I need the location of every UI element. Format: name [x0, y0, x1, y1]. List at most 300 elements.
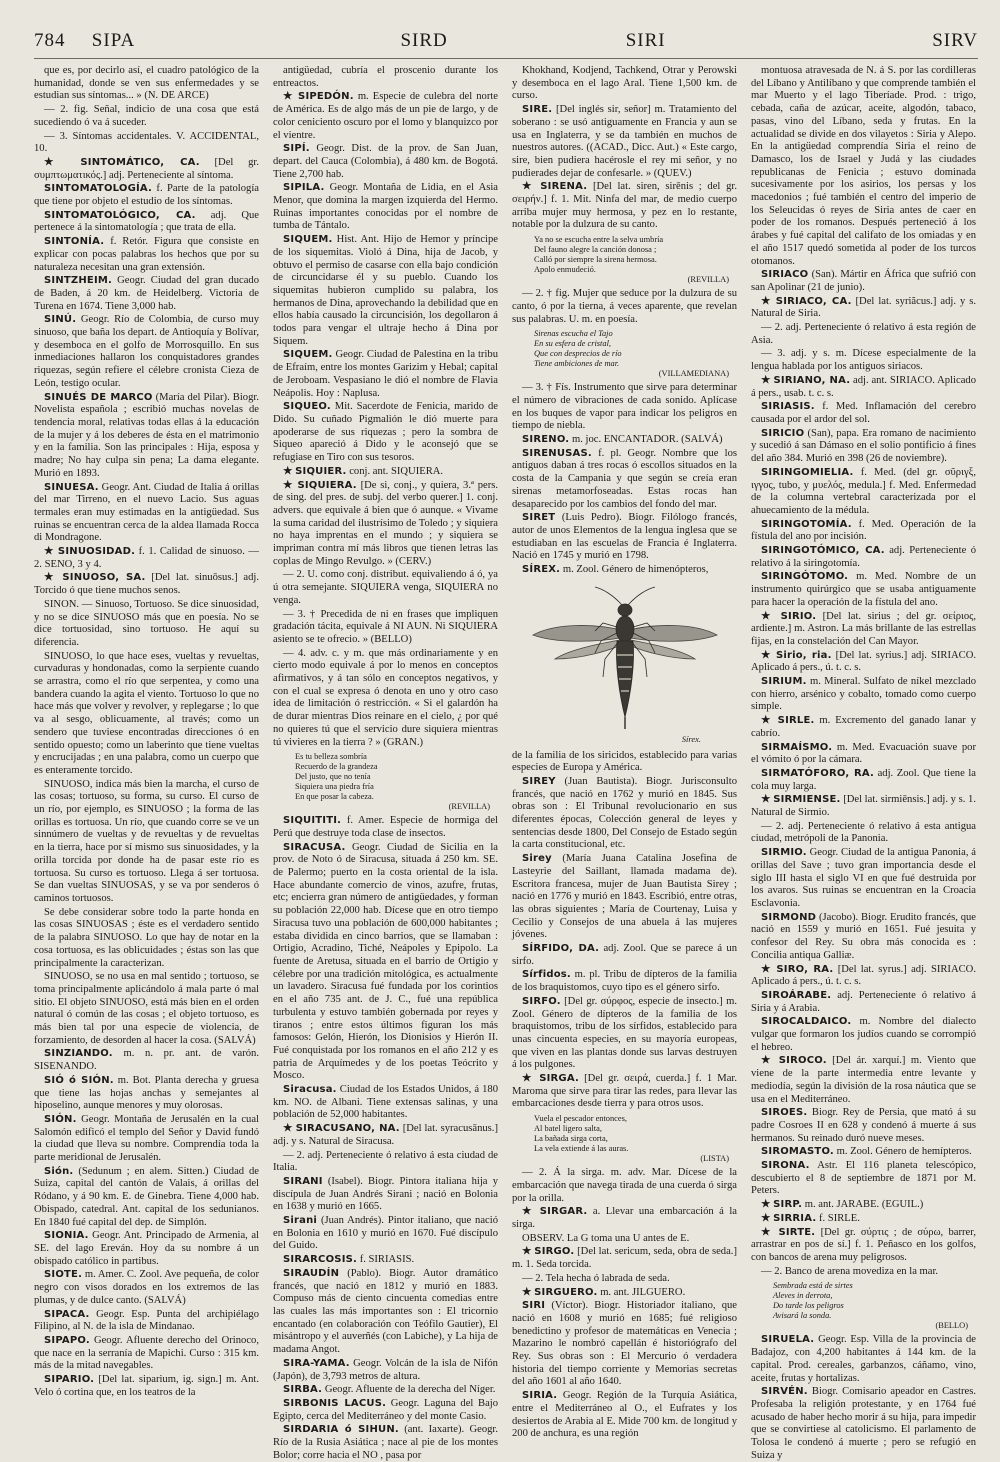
- headword: SINTOMATOLÓGICO, CA.: [44, 209, 196, 221]
- dictionary-entry: [34, 546, 259, 571]
- dictionary-entry: [273, 349, 498, 400]
- headword: SINÚ.: [44, 314, 77, 326]
- headword: SIPAPO.: [44, 1334, 90, 1346]
- headword: SIÓN.: [44, 1113, 77, 1125]
- verse-line: Del fauno alegre la canción donosa ;: [534, 245, 657, 255]
- page-number: 784: [34, 30, 66, 51]
- headword: Sirey: [522, 853, 552, 865]
- verse-quote: [773, 1281, 976, 1331]
- headword: SIRMIENSE.: [773, 794, 841, 806]
- dictionary-entry: [34, 1230, 259, 1268]
- dictionary-entry: [273, 1424, 498, 1462]
- star-icon: ★: [522, 1073, 540, 1085]
- entry-text: [34, 131, 259, 156]
- figure-caption: Sírex.: [681, 733, 701, 744]
- entry-text: [273, 648, 498, 750]
- star-icon: ★: [283, 479, 298, 491]
- dictionary-entry: [751, 1107, 976, 1145]
- entry-body: (Jacobo). Biogr. Erudito francés, que nació en 1559 y murió en 1651. Fué jesuita y confesor del Rey. Su obra más conocida es : Concilia antiqua Galliæ.: [751, 911, 976, 961]
- entry-body: [Del lat. sericum, seda, obra de seda.] m. 1. Seda torcida.: [512, 1246, 737, 1271]
- entry-body: (Pablo). Biogr. Autor dramático francés, que nació en 1812 y murió en 1883. Compuso más de ciento cincuenta comedias entre las cuales las más importantes son : El tricornio encantado (en colaboración con Teófilo Gautier), El misántropo y el auverñés (con Labiche), y La hija de madama Angot.: [273, 1267, 498, 1356]
- dictionary-entry: [34, 236, 259, 274]
- entry-body: Geogr. Región de la Turquía Asiática, entre el Mediterráneo al O., el Eufrates y los desiertos de Arabia al E. Mide 700 km. de longitud y 200 de anchura, es una región: [512, 1390, 737, 1440]
- column-4: [751, 65, 977, 1461]
- entry-body: antigüedad, cubría el proscenio durante los entreactos.: [273, 65, 498, 89]
- dictionary-entry: [273, 1176, 498, 1214]
- dictionary-entry: [512, 943, 737, 968]
- entry-body: Se debe considerar sobre todo la parte honda en las cosas SINUOSAS ; éste es el verdadero sentido de la palabra SINUOSO. Lo que hay de notar en la cosa tortuosa, es las oblicuidades ; éstas son las que principalmente la caracterizan.: [34, 906, 259, 969]
- star-icon: ★: [283, 1123, 296, 1135]
- entry-body: Geogr. Esp. Villa de la provincia de Badajoz, con 4,200 habitantes á 144 km. de la capital. Prod. cereales, garbanzos, cáñamo, vino, aceite, frutas y hortalizas.: [751, 1334, 976, 1384]
- entry-body: [Del gr. συμπτωματικός.] adj. Perteneciente al síntoma.: [34, 156, 259, 181]
- dictionary-entry: [273, 1268, 498, 1357]
- verse-line: Ya no se escucha entre la selva umbría: [534, 235, 664, 245]
- headword: SINTOMÁTICO, CA.: [80, 156, 200, 168]
- entry-body: m. pl. Tribu de dípteros de la familia de los braquistomos, cuyo tipo es el género sirfo.: [512, 969, 737, 994]
- headword: SIRIA.: [522, 1390, 558, 1402]
- entry-body: m. Especie de culebra del norte de América. Es de algo más de un pie de largo, y de color ceniciento oscuro por el lomo y blanquizco por el vientre.: [273, 91, 498, 141]
- headword: SIRVÉN.: [761, 1386, 808, 1398]
- entry-body: f. Retór. Figura que consiste en explicar con pocas palabras los hechos que por su naturaleza necesitan una gran extensión.: [34, 236, 259, 273]
- verse-quote: [295, 752, 498, 812]
- entry-body: Geogr. Esp. Punta del archipiélago Filipino, al N. de la isla de Mindanao.: [34, 1308, 259, 1333]
- entry-text: [34, 907, 259, 971]
- headword: SIRENUSAS.: [522, 447, 592, 459]
- headword: SIPEDÓN.: [298, 91, 354, 103]
- headword: SIRARCOSIS.: [283, 1254, 358, 1266]
- dictionary-entry: [751, 847, 976, 911]
- headword: SIRBONIS LACUS.: [283, 1397, 387, 1409]
- headword: SIRA-YAMA.: [283, 1357, 350, 1369]
- entry-text: [512, 65, 737, 103]
- headword: SIRGO.: [534, 1246, 575, 1258]
- verse-line: Apolo enmudeció.: [534, 265, 596, 275]
- entry-text: [34, 651, 259, 778]
- dictionary-entry: [34, 1048, 259, 1073]
- dictionary-entry: [273, 815, 498, 840]
- entry-body: m. Med. Evacuación suave por el vómito ó por la cámara.: [751, 741, 976, 766]
- headword: SIRIACO: [761, 269, 809, 281]
- entry-text: [512, 288, 737, 326]
- entry-body: — 4. adv. c. y m. que más ordinariamente y en cierto modo equivale á por lo menos en conceptos afirmativos, y á tan sólo en conceptos negativos, y con el cual se expresa ó denota en uno y otro caso idea de limitación ó restricción. « Si el galardón ha de durar mientras Dios reinare en el cielo, ¿ por qué no quieres tú que el servicio dure siquiera mientras tú vivieres en la tierra ? » (GRAN.): [273, 647, 498, 748]
- verse-source: (REVILLA): [448, 802, 490, 812]
- headword: SIRIANO, NA.: [773, 374, 851, 386]
- dictionary-entry: [512, 996, 737, 1072]
- headword: SIPARIO.: [44, 1374, 95, 1386]
- dictionary-entry: [273, 143, 498, 181]
- dictionary-entry: [34, 1114, 259, 1165]
- entry-body: (Juan Bautista). Biogr. Jurisconsulto francés, que nació en 1762 y murió en 1845. Sus obras son : El Tribunal revolucionario en sus diferentes épocas, Colección general de leyes y sentencias desde 1800, Del Consejo de Estado según la carta constitucional, etc.: [512, 775, 737, 851]
- headword: SIRENO.: [522, 434, 570, 446]
- verse-line: Aleves in derrota,: [773, 1291, 833, 1301]
- star-icon: ★: [761, 963, 777, 975]
- headword: SIROES.: [761, 1107, 808, 1119]
- headword: SIÓ ó SIÓN.: [44, 1074, 114, 1086]
- entry-text: [751, 821, 976, 846]
- headword: Sirani: [283, 1215, 318, 1227]
- star-icon: ★: [761, 1199, 774, 1211]
- dictionary-entry: [273, 1254, 498, 1267]
- headword: SIROCO.: [778, 1055, 827, 1067]
- headword: SINTZHEIM.: [44, 275, 113, 287]
- headword: SIRIASIS.: [761, 401, 815, 413]
- dictionary-entry: [273, 182, 498, 233]
- entry-body: — 2. Á la sirga. m. adv. Mar. Dícese de la embarcación que navega tirada de una cuerda ó sirga por la orilla.: [512, 1167, 737, 1204]
- headword: Sirio, ria.: [775, 649, 832, 661]
- headword: SINZIANDO.: [44, 1048, 113, 1060]
- entry-body: [Del lat. siparium, ig. sign.] m. Ant. Velo ó cortina que, en los teatros de la: [34, 1374, 259, 1398]
- star-icon: ★: [44, 546, 58, 558]
- dictionary-entry: [512, 776, 737, 852]
- dictionary-entry: [512, 1390, 737, 1441]
- entry-body: — 2. Tela hecha ó labrada de seda.: [522, 1272, 670, 1284]
- dictionary-entry: [751, 545, 976, 570]
- entry-text: [751, 322, 976, 347]
- entry-body: [Del lat. syrus.] adj. SIRIACO. Aplicado á pers., ú. t. c. s.: [751, 963, 976, 988]
- entry-body: adj. Perteneciente ó relativo á la siringotomía.: [751, 545, 976, 569]
- dictionary-entry: [751, 1213, 976, 1226]
- entry-body: Khokhand, Kodjend, Tachkend, Otrar y Perowski y desemboca en el lago Aral. Tiene 1,500 km. de curso.: [512, 65, 737, 102]
- dictionary-entry: [751, 375, 976, 400]
- dictionary-entry: [512, 969, 737, 994]
- entry-body: f. Med. (del gr. σῦριγξ, ιγγος, tubo, y μυελός, medula.] f. Med. Enfermedad de la columna vertebral caracterizada por el ahuecamiento de la médula.: [751, 466, 976, 516]
- headword: SIOTE.: [44, 1269, 83, 1281]
- headword: SIRENA.: [540, 181, 588, 193]
- verse-line: Vuela el pescador entonces,: [534, 1114, 627, 1124]
- headword: SIRET: [522, 512, 556, 524]
- verse-source: (LISTA): [700, 1154, 729, 1164]
- headword: SINUESA.: [44, 481, 99, 493]
- entry-body: Geogr. Volcán de la isla de Nifón (Japón), de 3,793 metros de altura.: [273, 1357, 498, 1382]
- entry-text: [34, 65, 259, 103]
- entry-body: SINON. — Sinuoso, Tortuoso. Se dice sinuosidad, y no se dice SINUOSO más que en poesía. No se dice tortuosidad, sino tortuoso. He aquí su diferencia.: [34, 598, 259, 648]
- headword: SIRI: [522, 1300, 546, 1312]
- dictionary-entry: [751, 768, 976, 793]
- entry-body: m. Zool. Género de himenópteros,: [562, 564, 709, 576]
- verse-quote: [534, 329, 737, 379]
- entry-body: [Del gr. σύρτις ; de σύρω, barrer, arrastrar en pos de sí.] f. 1. Peñasco en los golfos, con bancos de arena muy peligrosos.: [751, 1226, 976, 1263]
- guide-word-3: SIRI: [625, 30, 666, 51]
- headword: SIREY: [522, 775, 556, 787]
- dictionary-entry: [512, 1206, 737, 1231]
- entry-text: [34, 104, 259, 129]
- entry-body: m. ant. JARABE. (EGUIL.): [804, 1199, 924, 1211]
- headword: Sión.: [44, 1165, 74, 1177]
- verse-line: Que con desprecios de río: [534, 349, 622, 359]
- headword: SIRLE.: [777, 715, 815, 727]
- verse-line: Do tarde los peligros: [773, 1301, 844, 1311]
- entry-body: que es, por decirlo así, el cuadro patológico de la humanidad, donde se ven sus enfermedades y se estudian sus síntomas... » (N. DE ARCE): [34, 65, 259, 102]
- entry-body: Astr. El 116 planeta telescópico, descubierto el 8 de septiembre de 1871 por M. Peters.: [751, 1160, 976, 1197]
- dictionary-entry: [512, 104, 737, 180]
- headword: SIONIA.: [44, 1230, 89, 1242]
- dictionary-entry: [751, 269, 976, 294]
- dictionary-entry: [34, 572, 259, 597]
- verse-line: Sirenas escucha el Tajo: [534, 329, 613, 339]
- column-2: [273, 65, 499, 1461]
- entry-body: Geogr. Río de Colombia, de curso muy sinuoso, que baña los depart. de Antioquía y Bolívar, y desemboca en el golfo de Morrosquillo. En sus inmediaciones hallaron los conquistadores grandes riquezas, según refiere el célebre cronista Cieza de León, testigo ocular.: [34, 314, 259, 389]
- dictionary-entry: [751, 794, 976, 819]
- dictionary-entry: [34, 392, 259, 481]
- verse-source: (VILLAMEDIANA): [658, 369, 729, 379]
- star-icon: ★: [283, 91, 299, 103]
- entry-body: [De si, conj., y quiera, 3.ª pers. de sing. del pres. de subj. del verbo querer.] 1. conj. advers. que equivale á bien que ó aunque. « Vivame la suma caridad del ilustrísimo de Toledo ; y siquiera no haya imprentas en el mundo ; y siquiera se impriman contra mí más libros que tienen letras las coplas de Mingo Revulgo. » (CERV.): [273, 479, 498, 567]
- dictionary-entry: [751, 571, 976, 609]
- entry-body: adj. Zool. Que se parece á un sirfo.: [512, 943, 738, 967]
- dictionary-entry: [512, 434, 737, 447]
- headword: SIRGA.: [539, 1073, 579, 1085]
- dictionary-entry: [273, 480, 498, 569]
- dictionary-entry: [512, 448, 737, 512]
- star-icon: ★: [522, 1206, 540, 1218]
- verse-source: (BELLO): [935, 1321, 968, 1331]
- entry-body: (San). Mártir en África que sufrió con san Apolinar (21 de junio).: [751, 269, 976, 293]
- dictionary-entry: [751, 1160, 976, 1198]
- entry-body: a. Llevar una embarcación á la sirga.: [512, 1206, 737, 1230]
- dictionary-entry: [273, 1215, 498, 1253]
- entry-body: Geogr. Afluente derecho del Orinoco, que nace en la serranía de Mapichi. Curso : 315 km. más de la mitad navegables.: [34, 1334, 259, 1372]
- dictionary-entry: [751, 715, 976, 740]
- entry-body: (Luis Pedro). Biogr. Filólogo francés, autor de unos Elementos de la lengua inglesa que se estudiaban en las escuelas de Francia é Inglaterra. Nació en 1745 y murió en 1798.: [512, 512, 737, 562]
- dictionary-entry: [751, 611, 976, 649]
- entry-body: [Del lat. siren, sirēnis ; del gr. σειρήν.] f. 1. Mit. Ninfa del mar, de medio cuerpo arriba mujer muy hermosa, y pez en lo restante, notable por la dulzura de su canto.: [512, 181, 737, 231]
- dictionary-entry: [751, 912, 976, 963]
- star-icon: ★: [761, 374, 774, 386]
- entry-body: Geogr. Afluente de la derecha del Níger.: [324, 1384, 496, 1396]
- headword: SIRACUSA.: [283, 841, 346, 853]
- dictionary-entry: [751, 428, 976, 466]
- headword: SIQUIERA.: [297, 479, 357, 491]
- headword: SIRIUM.: [761, 676, 807, 688]
- entry-body: m. joc. ENCANTADOR. (SALVÁ): [571, 434, 723, 446]
- star-icon: ★: [761, 794, 774, 806]
- dictionary-entry: [512, 1300, 737, 1389]
- verse-quote: [534, 235, 737, 285]
- dictionary-entry: [751, 1055, 976, 1106]
- entry-body: [Del lat. sirmiēnsis.] adj. y s. 1. Natural de Sirmio.: [751, 794, 976, 819]
- dictionary-entry: [34, 183, 259, 208]
- verse-line: En que posar la cabeza.: [295, 792, 374, 802]
- entry-body: Geogr. Ciudad del gran ducado de Baden, á 20 km. de Heidelberg. Victoria de Turena en 1674. Tiene 3,000 hab.: [34, 275, 259, 312]
- entry-body: — 2. Banco de arena movediza en la mar.: [761, 1265, 939, 1277]
- headword: SIROÁRABE.: [761, 989, 832, 1001]
- dictionary-entry: [751, 650, 976, 675]
- dictionary-entry: [751, 1016, 976, 1054]
- dictionary-entry: [512, 181, 737, 232]
- entry-text: [34, 599, 259, 650]
- headword: SIRMOND: [761, 911, 817, 923]
- headword: Siracusa.: [283, 1084, 337, 1096]
- entry-body: m. ant. JILGUERO.: [600, 1286, 686, 1298]
- entry-text: [273, 569, 498, 607]
- star-icon: ★: [761, 610, 781, 622]
- dictionary-entry: [512, 564, 737, 577]
- entry-body: Biogr. Rey de Persia, que mató á su padre Cosroes II en 628 y condenó á muerte á sus hermanos. Su reinado duró nueve meses.: [751, 1107, 976, 1144]
- entry-body: f. SIRLE.: [818, 1212, 860, 1224]
- text-columns: [34, 65, 978, 1461]
- headword: SIRMIO.: [761, 847, 807, 859]
- headword: SIRIO.: [780, 610, 817, 622]
- entry-body: adj. Perteneciente ó relativo á Siria y á Arabia.: [751, 989, 976, 1014]
- entry-text: [34, 971, 259, 1047]
- entry-text: [34, 779, 259, 906]
- entry-text: [751, 348, 976, 373]
- headword: SIPACA.: [44, 1308, 90, 1320]
- entry-body: [Del lat. syracusānus.] adj. y s. Natural de Siracusa.: [273, 1123, 498, 1147]
- dictionary-entry: [34, 157, 259, 182]
- entry-body: f. Med. Inflamación del cerebro causada por el ardor del sol.: [751, 401, 976, 425]
- dictionary-entry: [512, 853, 737, 942]
- headword: SIQUITITI.: [283, 815, 342, 827]
- headword: SIRANI: [283, 1175, 323, 1187]
- entry-body: m. Mineral. Sulfato de níkel mezclado con hierro, arsénico y cobalto, tomado como cuerpo simple.: [751, 676, 976, 713]
- headword: SIROCALDAICO.: [761, 1016, 852, 1028]
- entry-body: (María del Pilar). Biogr. Novelista española ; escribió muchas novelas de tendencia moral, relativas todas ellas á la educación de la mujer y á los deberes de ésta en el matrimonio y en la familia. Son las principales : Hija, esposa y madre; No hay culpa sin pena; La dama elegante. Murió en 1893.: [34, 391, 259, 479]
- verse-line: La bañada sirga corta,: [534, 1134, 608, 1144]
- entry-body: Geogr. Ciudad de Sicilia en la prov. de Noto ó de Siracusa, situada á 250 km. SE. de Palermo; puerto en la costa oriental de la isla. Hace abundante comercio de vinos, azufre, frutas, etc; encierra gran número de antigüedades, y forman su población 22,000 hab. Dícese que en otro tiempo Siracusa tuvo una población de 600,000 habitantes ; estaba dividida en cinco barrios, que se llamaban : Ortigio, Acradino, Tiché, Neápoles y Epipolo. La fuente de Aretusa, situada en el barrio de Ortigio y célebre por una tradición mitológica, es actualmente un lavadero. Siracusa fué fundada por los corintios en el año 735 ant. de J. C., fué una república turbulenta y estuvo también gobernada por reyes y tiranos ; entre estos últimos figuran los más famosos: Gelón, Hierón, los Dionisios y Hierón II. Fué conquistada por los romanos en el año 212 y es patria de Arquímedes y de los poetas Teócrito y Mosco.: [273, 841, 498, 1082]
- dictionary-entry: [751, 296, 976, 321]
- dictionary-entry: [34, 1075, 259, 1113]
- headword: SIPILA.: [283, 182, 325, 194]
- dictionary-entry: [273, 1084, 498, 1122]
- dictionary-entry: [34, 275, 259, 313]
- guide-word-4: SIRV: [932, 30, 978, 51]
- entry-body: — 3. † Fís. Instrumento que sirve para determinar el número de vibraciones de cada sonido. Aplícase en los buques de vapor para indicar los peligros en tiempo de niebla.: [512, 382, 737, 432]
- entry-body: — 2. adj. Perteneciente ó relativo á esta ciudad de Italia.: [273, 1149, 498, 1174]
- star-icon: ★: [522, 181, 541, 193]
- entry-body: [Del lat. sirius ; del gr. σείριος, ardiente.] m. Astron. La más brillante de las estrellas fijas, en la constelación del Can Mayor.: [751, 610, 977, 647]
- headword: SIRINGOTÓMICO, CA.: [761, 545, 885, 557]
- dictionary-entry: [751, 401, 976, 426]
- entry-body: — 2. † fig. Mujer que seduce por la dulzura de su canto, ó por la tierna, á veces aparente, que revelan sus palabras. U. m. en poesía.: [512, 288, 737, 325]
- headword: SIRO, RA.: [776, 963, 834, 975]
- entry-body: f. pl. Geogr. Nombre que los antiguos daban á tres rocas ó escollos situados en la costa de la Campania y que según se creía eran sirenas metamorfoseadas. Estas rocas han desaparecido por los cambios del fondo del mar.: [512, 447, 737, 510]
- entry-body: — 3. Síntomas accidentales. V. ACCIDENTAL, 10.: [34, 130, 259, 155]
- entry-body: — 2. adj. Perteneciente ó relativo á esta región de Asia.: [751, 322, 976, 346]
- entry-text: [512, 1233, 737, 1246]
- dictionary-entry: [34, 314, 259, 390]
- headword: SIRRIA.: [773, 1212, 817, 1224]
- star-icon: ★: [761, 649, 776, 661]
- dictionary-entry: [273, 1358, 498, 1383]
- entry-body: m. Bot. Planta derecha y gruesa que tiene las hojas anchas y semejantes al hiposelino, aunque menores y muy olorosas.: [34, 1074, 259, 1112]
- verse-quote: [534, 1114, 737, 1164]
- column-1: [34, 65, 259, 1398]
- dictionary-entry: [273, 234, 498, 348]
- headword: SIQUEM.: [283, 234, 333, 246]
- dictionary-entry: [512, 512, 737, 563]
- entry-body: — 2. fig. Señal, indicio de una cosa que está sucediendo ó va á suceder.: [34, 104, 259, 128]
- entry-body: Geogr. Ciudad de Palestina en la tribu de Efraím, entre los montes Garizim y Hebal; capital de Jeroboam. Vespasiano le dió el nombre de Flavia Neápolis. Hoy : Naplusa.: [273, 349, 498, 399]
- dictionary-entry: [273, 466, 498, 479]
- entry-body: [Del gr. σύρφος, especie de insecto.] m. Zool. Género de dípteros de la familia de los braquistomos, tribu de los sírfidos, establecido para unas cincuenta especies, en su mayoría europeas, que viven en las plantas donde sus larvas destruyen á los pulgones.: [512, 995, 737, 1071]
- headword: SIQUEM.: [283, 349, 333, 361]
- verse-line: Recuerdo de la grandeza: [295, 762, 378, 772]
- entry-body: [Del lat. sinuōsus.] adj. Torcido ó que tiene muchos senos.: [34, 572, 259, 597]
- verse-line: Del justo, que no tenía: [295, 772, 371, 782]
- entry-body: conj. ant. SIQUIERA.: [349, 465, 444, 477]
- dictionary-entry: [273, 401, 498, 465]
- headword: SIRINGÓTOMO.: [761, 571, 849, 583]
- entry-body: Geogr. Ant. Ciudad de Italia á orillas del mar Tirreno, en el nuevo Lacio. Sus aguas termales eran muy estimadas en la antigüedad. Sus ruinas se encuentran cerca de la aldea llamada Rocca di Mondragone.: [34, 481, 259, 544]
- guide-word-2: SIRD: [400, 30, 448, 51]
- dictionary-entry: [751, 1227, 976, 1265]
- entry-body: [Del ár. xarquí.] m. Viento que viene de la parte intermedia entre levante y mediodía, según la división de la rosa náutica que se usa en el Mediterráneo.: [751, 1055, 976, 1105]
- entry-body: SINUOSO, lo que hace eses, vueltas y revueltas, curvaduras y hondonadas, como la serpiente cuando se arrastra, como el río que serpentea, y como una bandera cuando la agita el viento. Tortuoso lo que no hace más que volver y revolver, y replegarse ; lo que va al sesgo, oblicuamente, al través; como un sendero que tuviese encontradas direcciones ó en sentido opuesto; como un laberinto que tiene vueltas y encrucijadas ; en una palabra, como un cuerpo que es enteramente torcido.: [34, 650, 259, 776]
- entry-body: Geogr. Montaña de Lidia, en el Asia Menor, que domina la margen izquierda del Hermo. Ruinas importantes conocidas por el nombre de tumba de Tántalo.: [273, 182, 498, 232]
- headword: SIRUELA.: [761, 1334, 815, 1346]
- entry-body: f. 1. Calidad de sinuoso. — 2. SENO, 3 y 4.: [34, 546, 259, 570]
- entry-body: Geogr. Ciudad de la antigua Panonia, á orillas del Save ; tuvo gran importancia desde el siglo III hasta el siglo VI en que fué destruida por los avaros. Sus ruinas se encuentran en la Croacia Esclavonia.: [751, 847, 976, 909]
- headword: SÍREX.: [522, 564, 561, 576]
- dictionary-entry: [34, 1269, 259, 1307]
- entry-body: [Del gr. σειρά, cuerda.] f. 1 Mar. Maroma que sirve para tirar las redes, para llevar las embarcaciones desde tierra y para otros usos.: [512, 1073, 737, 1110]
- entry-body: m. Zool. Género de hemípteros.: [836, 1146, 972, 1158]
- headword: SIRIACO, CA.: [775, 295, 852, 307]
- headword: SINUOSIDAD.: [57, 546, 136, 558]
- entry-body: m. Nombre del dialecto vulgar que formaron los judíos cuando se corrompió el hebreo.: [751, 1016, 976, 1053]
- headword: SINTONÍA.: [44, 236, 105, 248]
- entry-body: (Sedunum ; en alem. Sitten.) Ciudad de Suiza, capital del cantón de Valais, á orillas del Ródano, y á 90 km. E. de Ginebra. Tiene 4,000 hab. Obispado, catedral. Ant. capital de los sedunianos. En 1840 fué capital del dep. de Simplón.: [34, 1165, 259, 1228]
- guide-word-1: SIPA: [91, 30, 136, 51]
- star-icon: ★: [761, 715, 778, 727]
- headword: SINUOSO, SA.: [62, 572, 146, 584]
- dictionary-entry: [751, 1146, 976, 1159]
- dictionary-entry: [34, 1309, 259, 1334]
- entry-body: (ant. Iaxarte). Geogr. Río de la Rusia Asiática ; nace al pie de los montes Bolor; corre hacia el NO , pasa por: [273, 1424, 499, 1461]
- dictionary-entry: [34, 1166, 259, 1230]
- entry-body: SINUOSO, se no usa en mal sentido ; tortuoso, se toma principalmente aplicándolo á mala parte ó mal sitio. El objeto SINUOSO, está más bien en el orden natural ó común de las cosas ; el objeto tortuoso, es más bien tal por una especie de violencia, de forzamiento, de desorden al hacer la cosa. (SALVÁ): [34, 971, 259, 1046]
- entry-body: adj. ant. SIRIACO. Aplicado á pers., usab. t. c. s.: [751, 374, 976, 399]
- headword: SIRGAR.: [539, 1206, 588, 1218]
- wasp-icon: [525, 583, 725, 733]
- dictionary-entry: [34, 1374, 259, 1399]
- dictionary-entry: [512, 1246, 737, 1271]
- headword: SIROMASTO.: [761, 1146, 834, 1158]
- entry-body: OBSERV. La G toma una U antes de E.: [522, 1232, 690, 1244]
- headword: SIRTE.: [778, 1226, 816, 1238]
- entry-body: f. Med. Operación de la fístula del ano por incisión.: [751, 518, 976, 543]
- verse-line: Avisará la sonda.: [773, 1311, 832, 1321]
- entry-body: Hist. Ant. Hijo de Hemor y príncipe de los siquemitas. Violó á Dina, hija de Jacob, y obtuvo el permiso de casarse con ella bajo condición de circuncidarse él y su pueblo. Cuando los siquemitas hubieron cumplido su palabra, los hermanos de Dina, aprovechando la debilidad que en ellos había causado la circuncisión, los degollaron á todos para vengar el ultraje hecho á Dina por Siquem.: [273, 234, 498, 347]
- headword: SIRICIO: [761, 427, 805, 439]
- entry-body: f. SIRIASIS.: [359, 1254, 415, 1266]
- entry-text: [512, 750, 737, 775]
- running-head: [34, 30, 978, 59]
- entry-body: adj. Zool. Que tiene la cola muy larga.: [751, 767, 976, 792]
- star-icon: ★: [44, 156, 81, 168]
- headword: SIRACUSANO, NA.: [295, 1123, 400, 1135]
- entry-body: Ciudad de los Estados Unidos, á 180 km. NO. de Albani. Tiene extensas salinas, y una población de 52,000 habitantes.: [273, 1084, 498, 1121]
- verse-line: Sembrada está de sirtes: [773, 1281, 853, 1291]
- entry-body: (San), papa. Era romano de nacimiento y sucedió á san Dámaso en el solio pontificio á fines del año 384. Murió en 398 (26 de noviembre).: [751, 427, 976, 465]
- headword: SIRDARIA ó SIHUN.: [283, 1424, 399, 1436]
- entry-body: Geogr. Montaña de Jerusalén en la cual Salomón edificó el templo del Señor y David fundó la ciudad que lleva su nombre. Comprendía toda la parte meridional de Jerusalén.: [34, 1113, 259, 1164]
- entry-text: [273, 609, 498, 647]
- headword: Sírfidos.: [522, 969, 571, 981]
- star-icon: ★: [761, 295, 776, 307]
- verse-line: Tiene ambiciones de mar.: [534, 359, 620, 369]
- dictionary-entry: [751, 964, 976, 989]
- headword: SIRBA.: [283, 1384, 323, 1396]
- dictionary-entry: [34, 482, 259, 546]
- entry-body: [Del lat. syriăcus.] adj. y s. Natural de Siria.: [751, 295, 976, 320]
- entry-body: [Del lat. syrius.] adj. SIRIACO. Aplicado á pers., ú. t. c. s.: [751, 649, 977, 674]
- headword: SIRINGOMIELIA.: [761, 466, 854, 478]
- dictionary-entry: [751, 990, 976, 1015]
- entry-body: (Juan Andrés). Pintor italiano, que nació en Bolonia en 1610 y murió en 1670. Fué discípulo del Guido.: [273, 1215, 498, 1252]
- star-icon: ★: [44, 572, 63, 584]
